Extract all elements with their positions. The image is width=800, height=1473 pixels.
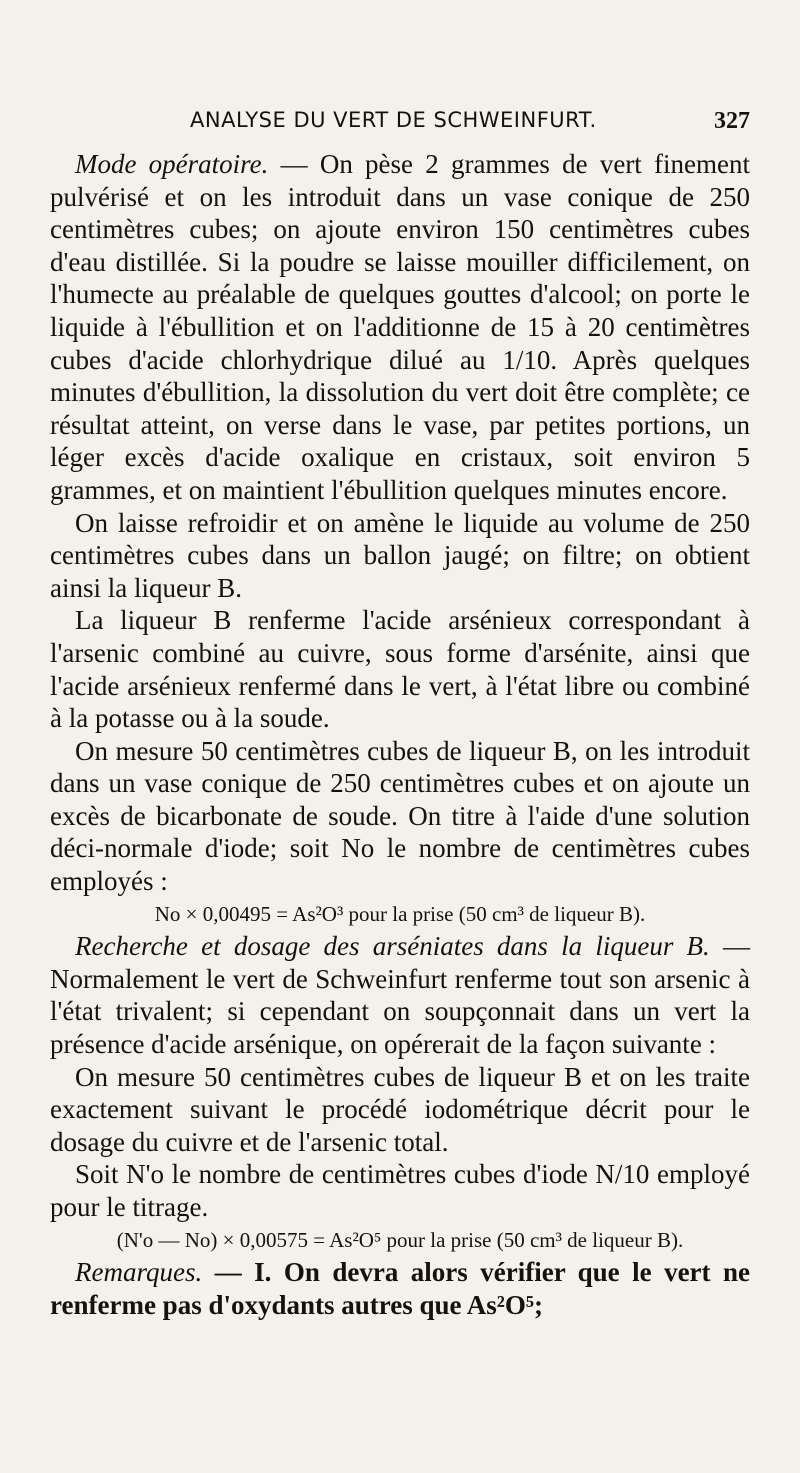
paragraph-recherche xyxy=(50,930,750,1060)
paragraph-soit: Soit N'o le nombre de centimètres cubes d'iode N/10 employé pour le titrage. xyxy=(50,1159,750,1222)
paragraph-refroidir: On laisse refroidir et on amène le liquide au volume de 250 centimètres cubes dans un ballon jaugé; on filtre; on obtient ainsi la liqueur B. xyxy=(50,507,750,603)
formula-arsenious: No × 0,00495 = As²O³ pour la prise (50 cm³ de liqueur B). xyxy=(154,901,646,926)
section-heading-remarques: Remarques. xyxy=(75,1257,203,1288)
section-heading-mode-operatoire: Mode opératoire. xyxy=(75,149,269,179)
formula-arsenic: (N'o — No) × 0,00575 = As²O⁵ pour la prise (50 cm³ de liqueur B). xyxy=(116,1227,684,1252)
paragraph-text: — Normalement le vert de Schweinfurt renferme tout son arsenic à l'état trivalent; si cependant on soupçonnait dans un vert la présence d'acide arsénique, on opérerait de la façon suivante : xyxy=(50,931,751,1060)
paragraph-remarques xyxy=(50,1256,750,1321)
section-heading-recherche: Recherche et dosage des arséniates dans la liqueur B. xyxy=(75,931,710,962)
page-number: 327 xyxy=(714,108,750,134)
page-header xyxy=(50,108,750,138)
paragraph-mode-operatoire xyxy=(50,148,750,507)
body-text xyxy=(50,148,750,1321)
running-title: ANALYSE DU VERT DE SCHWEINFURT. xyxy=(190,108,597,132)
paragraph-mesure-iode: On mesure 50 centimètres cubes de liqueur B, on les introduit dans un vase conique de 250 centimètres cubes et on ajoute un excès de bicarbonate de soude. On titre à l'aide d'une solution déci-normale d'iode; soit No le nombre de centimètres cubes employés : xyxy=(50,735,750,897)
paragraph-liqueur-b: La liqueur B renferme l'acide arsénieux correspondant à l'arsenic combiné au cuivre, sous forme d'arsénite, ainsi que l'acide arsénieux renfermé dans le vert, à l'état libre ou combiné à la potasse ou à la soude. xyxy=(50,605,750,734)
paragraph-text: — On pèse 2 grammes de vert finement pulvérisé et on les introduit dans un vase conique de 250 centimètres cubes; on ajoute environ 150 centimètres cubes d'eau distillée. Si la poudre se laisse mouiller difficilement, on l'humecte au préalable de quelques gouttes d'alcool; on porte le liquide à l'ébullition et on l'additionne de 15 à 20 centimètres cubes d'acide chlorhydrique dilué au 1/10. Après quelques minutes d'ébullition, la dissolution du vert doit être complète; ce résultat atteint, on verse dans le vase, par petites portions, un léger excès d'acide oxalique en cristaux, soit environ 5 grammes, et on maintient l'ébullition quelques minutes encore. xyxy=(50,149,750,505)
paragraph-mesure-traite: On mesure 50 centimètres cubes de liqueur B et on les traite exactement suivant le procédé iodométrique décrit pour le dosage du cuivre et de l'arsenic total. xyxy=(50,1061,750,1157)
paragraph-text: — I. On devra alors vérifier que le vert ne renferme pas d'oxydants autres que As²O⁵; xyxy=(50,1257,750,1320)
